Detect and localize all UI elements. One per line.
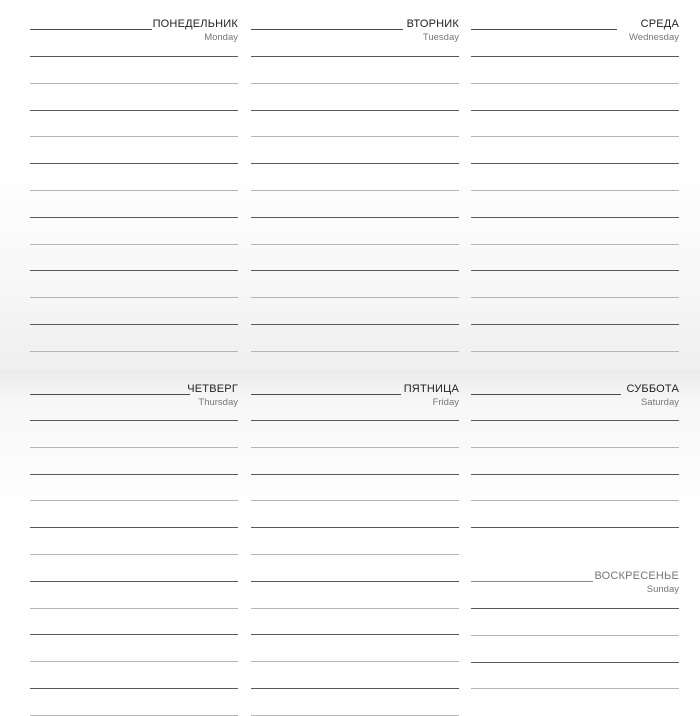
writing-line [251,297,459,298]
writing-line [251,474,459,475]
writing-line [251,190,459,191]
day-header [251,0,459,46]
writing-line [30,500,238,501]
day-name-ru: ВТОРНИК [406,18,459,30]
writing-line [251,634,459,635]
writing-line [471,324,679,325]
writing-line [251,324,459,325]
writing-line [251,244,459,245]
writing-line [30,244,238,245]
writing-line [30,420,238,421]
writing-line [471,56,679,57]
writing-line [471,270,679,271]
day-header [471,365,679,411]
writing-line [30,190,238,191]
writing-line [251,500,459,501]
day-name-en: Thursday [198,397,238,408]
writing-line [30,324,238,325]
writing-line [251,351,459,352]
writing-line [251,270,459,271]
writing-line [471,688,679,689]
writing-line [30,110,238,111]
writing-line [251,554,459,555]
writing-line [251,83,459,84]
header-rule [251,29,403,30]
day-header [251,365,459,411]
day-name-ru: СУББОТА [626,383,679,395]
writing-line [251,581,459,582]
writing-line [251,163,459,164]
writing-line [471,635,679,636]
header-rule [471,394,621,395]
day-header [30,365,238,411]
header-rule [30,29,152,30]
writing-line [471,500,679,501]
writing-line [30,634,238,635]
writing-line [30,297,238,298]
writing-line [30,688,238,689]
writing-line [471,447,679,448]
day-sunday [471,552,679,700]
day-name-ru: ПОНЕДЕЛЬНИК [152,18,238,30]
writing-line [30,447,238,448]
day-name-ru: ЧЕТВЕРГ [187,383,238,395]
day-name-en: Wednesday [629,32,679,43]
writing-line [251,688,459,689]
writing-line [30,554,238,555]
writing-line [30,527,238,528]
writing-line [471,83,679,84]
writing-line [251,136,459,137]
day-friday [251,365,459,700]
day-name-ru: ПЯТНИЦА [403,383,459,395]
day-thursday [30,365,238,700]
writing-line [471,110,679,111]
day-name-ru: СРЕДА [640,18,679,30]
day-saturday [471,365,679,540]
day-name-ru: ВОСКРЕСЕНЬЕ [594,570,679,582]
writing-line [30,474,238,475]
writing-line [30,83,238,84]
writing-line [471,244,679,245]
writing-line [471,608,679,609]
writing-line [251,661,459,662]
writing-line [30,270,238,271]
day-name-en: Monday [204,32,238,43]
writing-line [30,661,238,662]
writing-line [251,527,459,528]
day-header [30,0,238,46]
day-header [471,0,679,46]
writing-line [471,474,679,475]
writing-line [30,163,238,164]
day-tuesday [251,0,459,360]
day-name-en: Sunday [646,584,679,595]
writing-line [471,527,679,528]
writing-line [251,217,459,218]
writing-line [471,662,679,663]
day-name-en: Saturday [640,397,679,408]
writing-line [471,420,679,421]
day-header [471,552,679,598]
writing-line [471,163,679,164]
day-name-en: Tuesday [422,32,459,43]
writing-line [30,581,238,582]
writing-line [30,136,238,137]
writing-line [251,608,459,609]
writing-line [30,56,238,57]
writing-line [471,190,679,191]
writing-line [251,420,459,421]
writing-line [30,351,238,352]
day-wednesday [471,0,679,360]
writing-line [471,217,679,218]
writing-line [471,297,679,298]
day-name-en: Friday [432,397,459,408]
header-rule [251,394,401,395]
header-rule [30,394,190,395]
writing-line [251,110,459,111]
header-rule [471,581,593,582]
writing-line [30,608,238,609]
writing-line [251,447,459,448]
writing-line [471,351,679,352]
header-rule [471,29,617,30]
writing-line [471,136,679,137]
writing-line [30,217,238,218]
day-monday [30,0,238,360]
writing-line [251,56,459,57]
